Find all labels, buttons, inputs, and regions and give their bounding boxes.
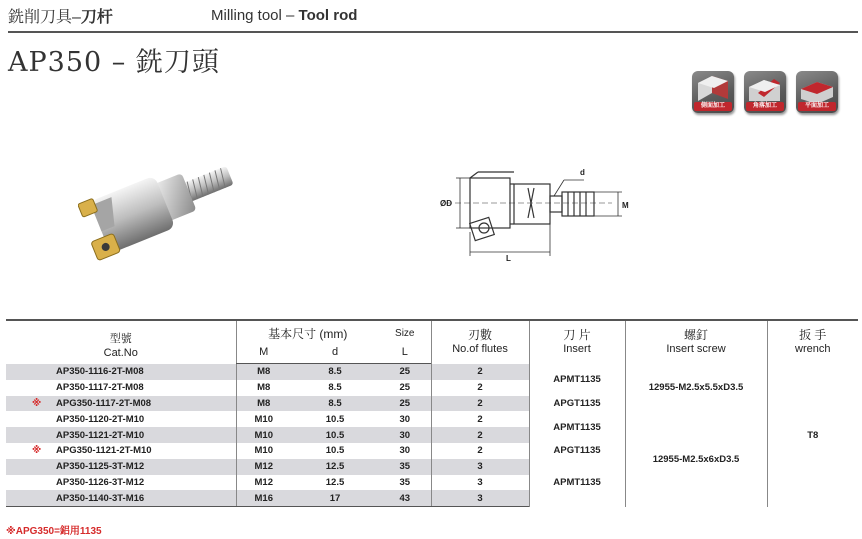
table-row: AP350-1117-2T-M08 M8 8.5 25 2 — [6, 380, 858, 396]
header-en-title: Milling tool – Tool rod — [211, 7, 358, 24]
table-row: AP350-1125-3T-M12 M12 12.5 35 3 APMT1135 — [6, 459, 858, 475]
header-divider — [8, 31, 858, 33]
technical-drawing — [434, 162, 634, 262]
insert-cell: APMT1135 — [529, 459, 625, 507]
header-size: Size — [379, 320, 431, 341]
table-row: AP350-1116-2T-M08 M8 8.5 25 2 APMT1135 12955-M2.5x5.5xD3.5 T8 — [6, 364, 858, 380]
header-insert: 刀 片 Insert — [529, 320, 625, 364]
table-row: ※ APG350-1121-2T-M10 M10 10.5 30 2 APGT1135 — [6, 443, 858, 459]
header-l: L — [379, 341, 431, 364]
screw-cell: 12955-M2.5x6xD3.5 — [625, 411, 767, 506]
insert-cell: APMT1135 — [529, 411, 625, 443]
dim-label-M: M — [622, 201, 629, 210]
header-zh-title: 銑削刀具–刀杆 — [8, 9, 113, 26]
face-milling-icon — [796, 71, 838, 105]
face-milling-badge: 平面加工 — [796, 71, 838, 113]
spec-table — [6, 319, 858, 507]
machining-badges — [692, 71, 838, 119]
screw-cell: 12955-M2.5x5.5xD3.5 — [625, 364, 767, 412]
header-m: M — [236, 341, 291, 364]
header-flutes: 刃數 No.of flutes — [431, 320, 529, 364]
table-row: AP350-1126-3T-M12 M12 12.5 35 3 — [6, 475, 858, 491]
header-wrench: 扳 手 wrench — [767, 320, 858, 364]
dim-label-d: d — [580, 168, 585, 177]
header-screw: 螺釘 Insert screw — [625, 320, 767, 364]
corner-milling-badge: 角落加工 — [744, 71, 786, 113]
product-title: AP350 – 銑刀頭 — [8, 47, 220, 78]
page-header — [8, 4, 854, 28]
wrench-cell: T8 — [767, 364, 858, 507]
insert-cell: APMT1135 — [529, 364, 625, 396]
table-row: AP350-1121-2T-M10 M10 10.5 30 2 — [6, 427, 858, 443]
drawing-thread — [562, 192, 594, 216]
insert-cell: APGT1135 — [529, 443, 625, 459]
dim-label-D: ØD — [440, 199, 452, 208]
header-model: 型號 Cat.No — [6, 320, 236, 364]
header-d: d — [291, 341, 379, 364]
tool-photo — [78, 160, 258, 290]
side-milling-badge: 側面加工 — [692, 71, 734, 113]
table-row: AP350-1140-3T-M16 M16 17 43 3 — [6, 490, 858, 506]
table-row: ※ APG350-1117-2T-M08 M8 8.5 25 2 APGT1135 — [6, 396, 858, 412]
table-row: AP350-1120-2T-M10 M10 10.5 30 2 APMT1135 12955-M2.5x6xD3.5 — [6, 411, 858, 427]
footnote: ※APG350=鋁用1135 — [6, 526, 102, 537]
insert-cell: APGT1135 — [529, 396, 625, 412]
side-milling-icon — [692, 71, 734, 105]
dim-label-L: L — [506, 254, 511, 262]
drawing-body — [514, 184, 550, 224]
corner-milling-icon — [744, 71, 786, 105]
header-dimensions: 基本尺寸 (mm) — [236, 320, 379, 341]
